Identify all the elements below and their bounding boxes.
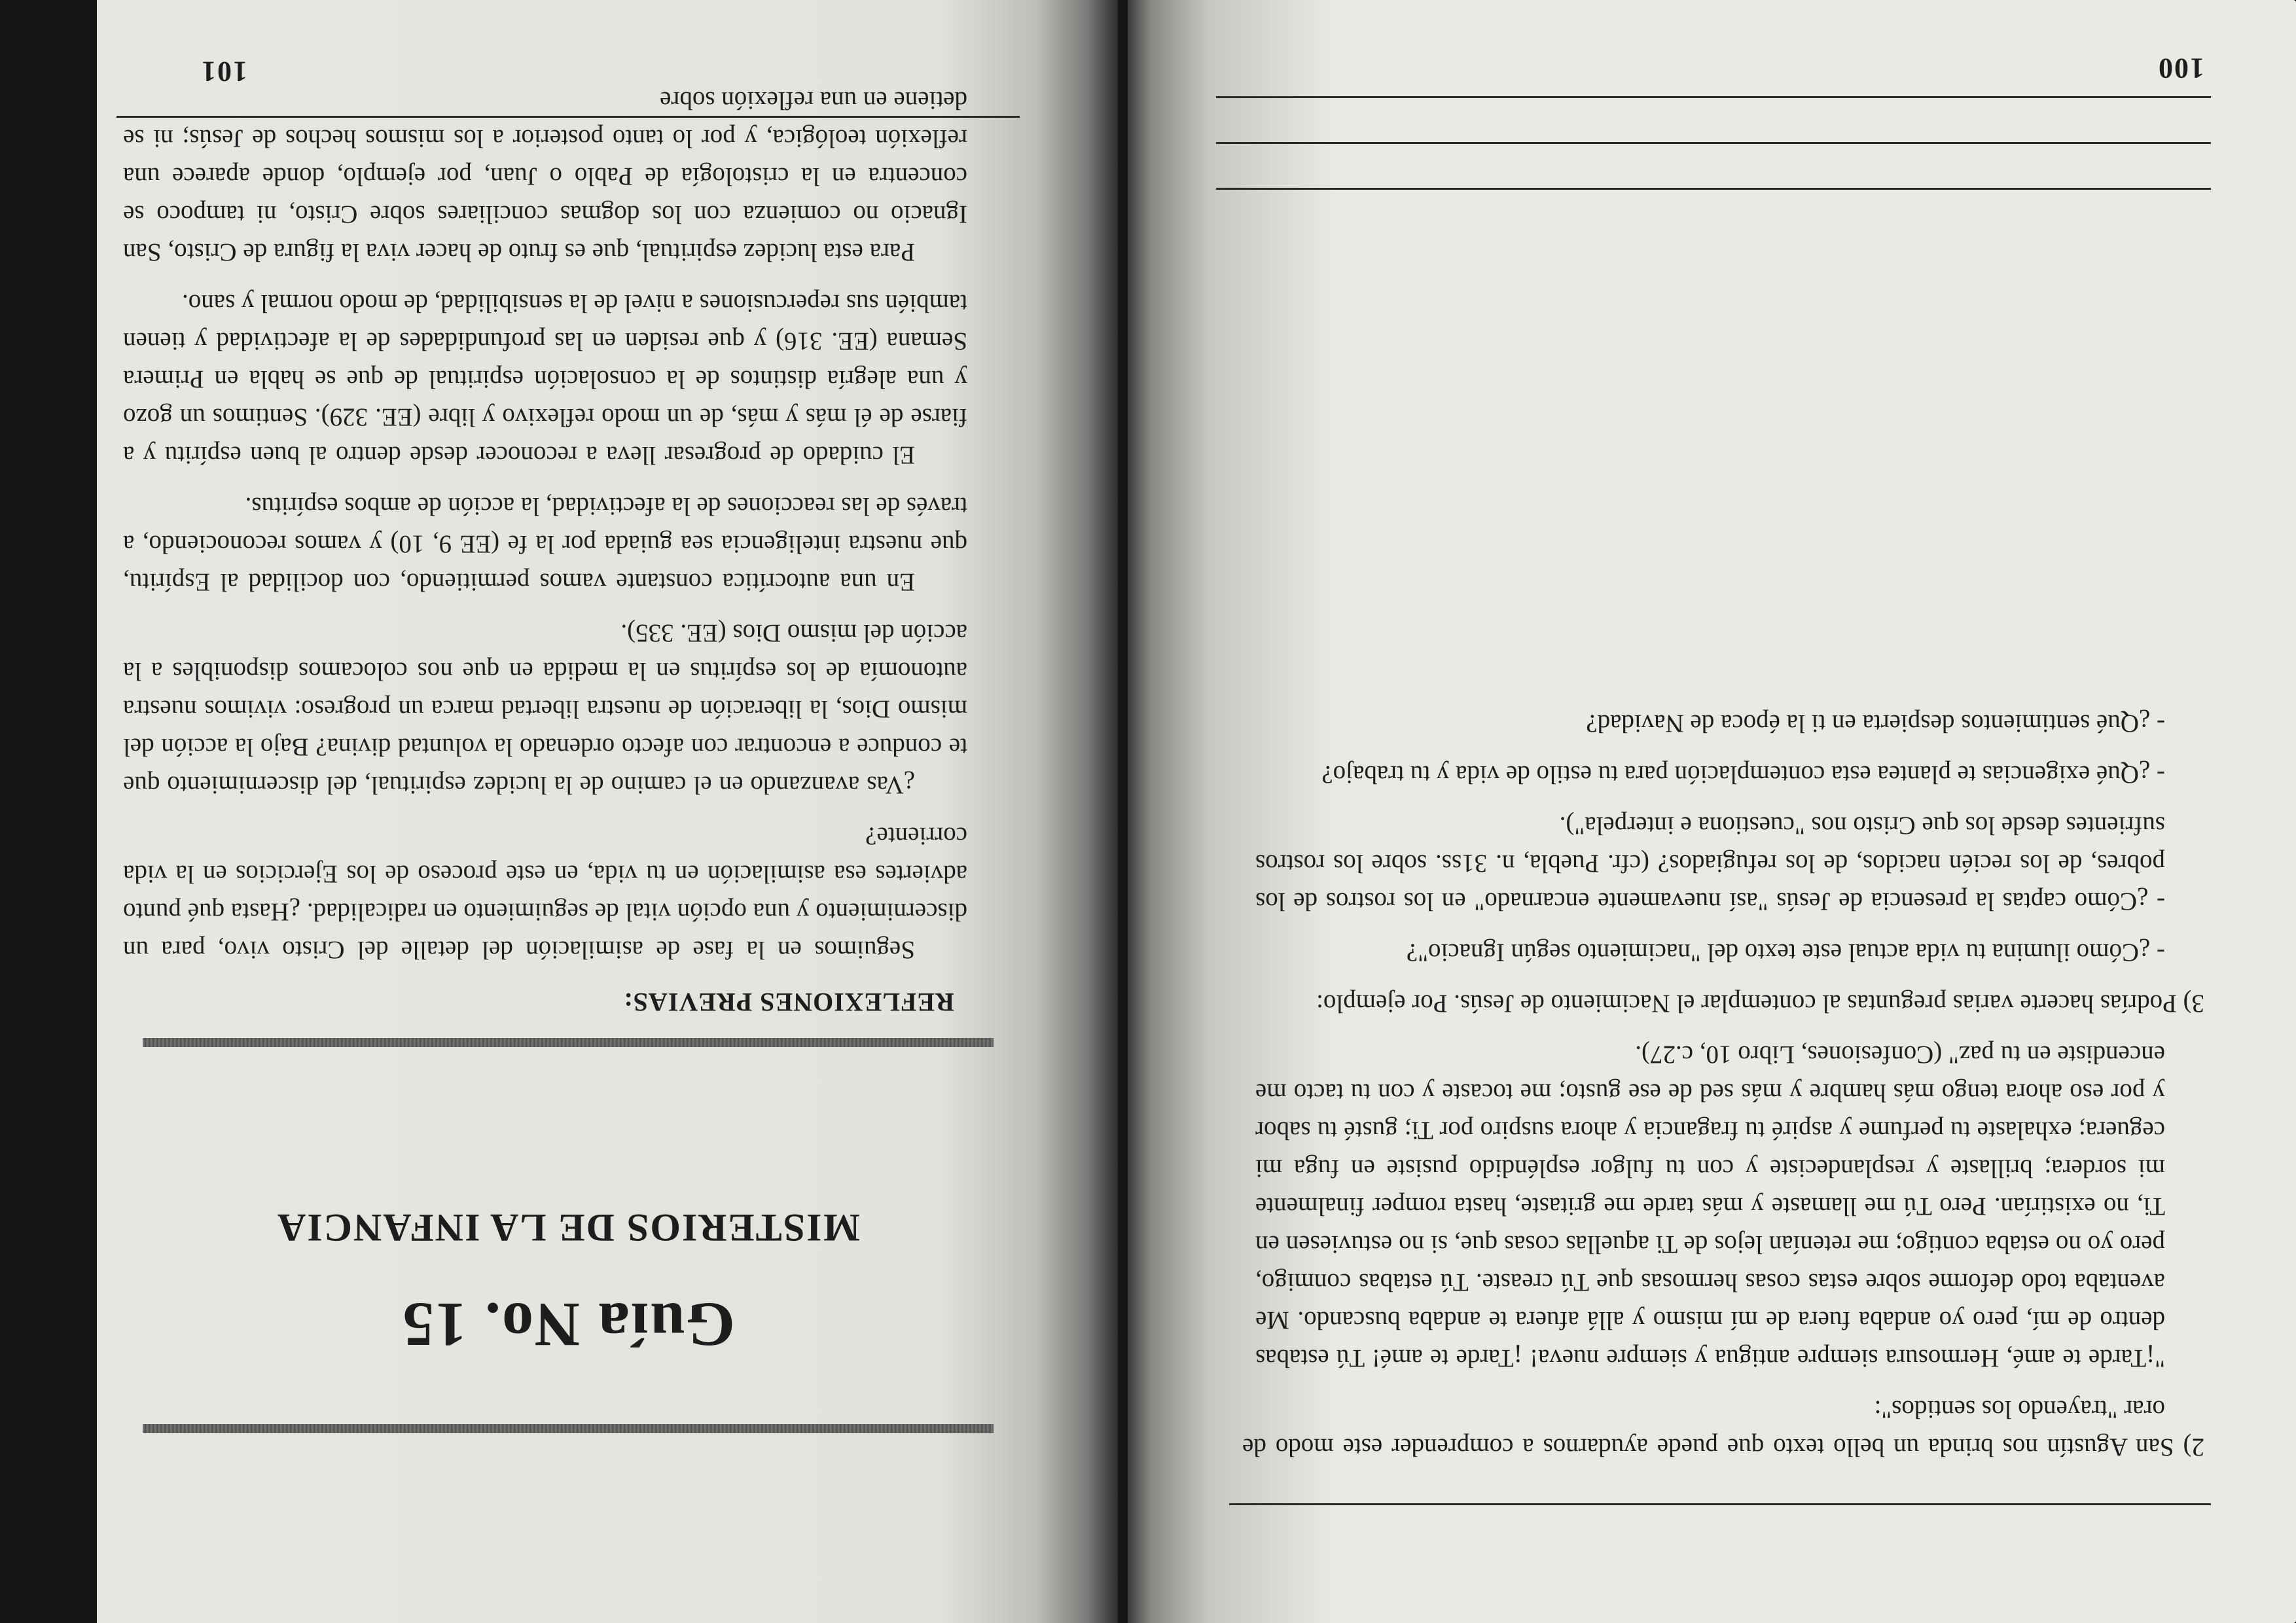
section-heading: REFLEXIONES PREVIAS: (623, 988, 954, 1017)
question-4: - ¿Qué sentimientos despierta en ti la época de Navidad? (1586, 709, 2165, 738)
page-number-100: 100 (2157, 52, 2204, 84)
augustine-quote: "¡Tarde te amé, Hermosura siempre antigua y siempre nueva! ¡Tarde te amé! Tú estabas dentro de mí, pero yo andaba fuera de mí mismo y allá afuera te andaba buscando. Me aventaba todo deforme sobre estas cosas hermosas que Tú creaste. Tú estabas conmigo, pero yo no estaba contigo; me retenían lejos de Ti aquellas cosas que, si no estuviesen en Ti, no existirían. Pero Tú me llamaste y más tarde me gritaste, hasta romper finalmente mi sordera; brillaste y resplandeciste y con tu fulgor espléndido pusiste en fuga mi ceguera; exhalaste tu perfume y aspiré tu fragancia y ahora suspiro por Ti; gusté tu sabor y por eso ahora tengo más hambre y más sed de ese gusto; me tocaste y con tu tacto me encendiste en tu paz" (Confesiones, Libro 10, c.27). (1255, 1041, 2165, 1372)
paragraph-5: Para esta lucidez espiritual, que es fruto de hacer viva la figura de Cristo, San Ignacio no comienza con los dogmas conciliares sobre Cristo, ni tampoco se concentra en la cristología de Pablo o Juan, por ejemplo, donde aparece una reflexión teológica, y por lo tanto posterior a los mismos hechos de Jesús; ni se detiene en una reflexión sobre (123, 86, 967, 266)
page-100 (1128, 0, 2296, 1623)
page-101 (97, 0, 1118, 1623)
guide-subtitle: MISTERIOS DE LA INFANCIA (276, 1206, 861, 1249)
bottom-rule (117, 116, 1020, 118)
page-number-101: 101 (200, 56, 247, 88)
question-3: - ¿Qué exigencias te plantea esta contemplación para tu estilo de vida y tu trabajo? (1321, 760, 2165, 789)
page-101-body (123, 68, 967, 969)
page-100-body (1242, 691, 2204, 1466)
top-rule (1229, 1503, 2211, 1505)
paragraph-3: En una autocrítica constante vamos permitiendo, con docilidad al Espíritu, que nuestra inteligencia sea guiada por la fe (EE 9, 10) y vamos reconociendo, a través de las reacciones de la afectividad, la acción de ambos espíritus. (123, 492, 967, 596)
bottom-rule-2 (1216, 142, 2211, 144)
paragraph-4: El cuidado de progresar lleva a reconocer desde dentro al buen espíritu y a fiarse de él más y más, de un modo reflexivo y libre (EE. 329). Sentimos un gozo y una alegría distintos de la consolación espiritual de que se habla en Primera Semana (EE. 316) y que residen en las profundidades de la afectividad y tienen también sus repercusiones a nivel de la sensibilidad, de modo normal y sano. (123, 289, 967, 469)
title-top-rule (143, 1424, 994, 1433)
bottom-rule-3 (1216, 96, 2211, 98)
question-1: - ¿Cómo ilumina tu vida actual este texto del "nacimiento según Ignacio"? (1406, 938, 2165, 967)
bottom-rule-1 (1216, 188, 2211, 190)
paragraph-2: ¿Vas avanzando en el camino de la lucidez espiritual, del discernimiento que te conduce a encontrar con afecto ordenado la voluntad divina? Bajo la acción del mismo Dios, la liberación de nuestra libertad marca un progreso: vivimos nuestra autonomía de los espíritus en la medida en que nos colocamos disponibles a la acción del mismo Dios (EE. 335). (123, 619, 967, 799)
guide-title: Guía No. 15 (401, 1290, 736, 1360)
intro-paragraph-2: 2) San Agustín nos brinda un bello texto que puede ayudarnos a comprender este modo de orar "trayendo los sentidos": (1242, 1395, 2204, 1461)
question-2: - ¿Cómo captas la presencia de Jesús "así nuevamente encarnado" en los rostros de los pobres, de los recién nacidos, de los refugiados? (cfr. Puebla, n. 31ss. sobre los rostros sufrientes desde los que Cristo nos "cuestiona e interpela"). (1255, 812, 2165, 916)
title-bottom-rule (143, 1038, 994, 1047)
intro-paragraph-3: 3) Podrías hacerte varias preguntas al contemplar el Nacimiento de Jesús. Por ejemplo: (1316, 990, 2204, 1018)
paragraph-1: Seguimos en la fase de asimilación del detalle del Cristo vivo, para un discernimiento y una opción vital de seguimiento en radicalidad. ¿Hasta qué punto adviertes esa asimilación en tu vida, en este proceso de los Ejercicios en la vida corriente? (123, 822, 967, 964)
